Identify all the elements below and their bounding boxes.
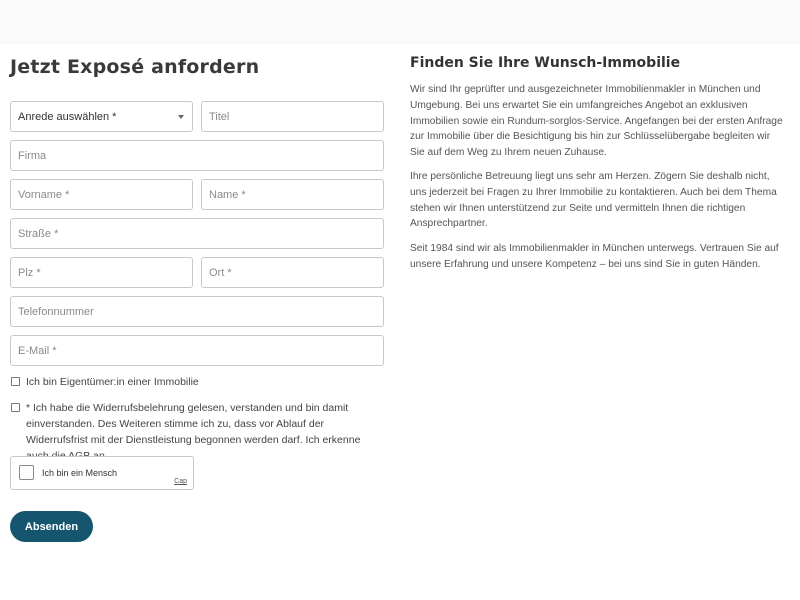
last-name-input[interactable] xyxy=(201,179,384,210)
side-title: Finden Sie Ihre Wunsch-Immobilie xyxy=(410,55,681,71)
phone-input[interactable] xyxy=(10,296,384,327)
history-paragraph: Seit 1984 sind wir als Immobilienmakler in München unterwegs. Vertrauen Sie auf unsere Erfahrung und unsere Kompetenz – bei uns sind Sie in guten Händen. xyxy=(410,243,779,270)
captcha-label: Ich bin ein Mensch xyxy=(42,468,118,478)
email-input-placeholder: E-Mail * xyxy=(18,344,57,357)
care-paragraph: Ihre persönliche Betreuung liegt uns sehr am Herzen. Zögern Sie deshalb nicht, uns jederzeit bei Fragen zu Ihrer Immobilie zu kontaktieren. Auch bei dem Thema stehen wir Ihnen unterstützend zur Seite und vermitteln Ihnen die richtigen Ansprechpartner. xyxy=(410,171,777,230)
first-name-input[interactable] xyxy=(10,179,193,210)
first-name-input-placeholder: Vorname * xyxy=(18,188,70,201)
city-input-placeholder: Ort * xyxy=(209,266,232,279)
owner-checkbox[interactable] xyxy=(11,377,20,386)
captcha-widget xyxy=(10,456,194,490)
consent-checkbox-label xyxy=(26,400,376,464)
zip-input[interactable] xyxy=(10,257,193,288)
form-title: Jetzt Exposé anfordern xyxy=(10,56,260,78)
salutation-select-value: Anrede auswählen * xyxy=(18,110,117,123)
consent-text: * Ich habe die Widerrufsbelehrung gelesen, verstanden und bin damit einverstanden. Des Weiteren stimme ich zu, dass vor Ablauf der Widerrufsfrist mit der Dienstleistung begonnen werden darf. Ich erkenne xyxy=(26,402,361,446)
consent-checkbox[interactable] xyxy=(11,403,20,412)
city-input[interactable] xyxy=(201,257,384,288)
title-input[interactable] xyxy=(201,101,384,132)
street-input-placeholder: Straße * xyxy=(18,227,59,240)
company-input[interactable] xyxy=(10,140,384,171)
zip-input-placeholder: Plz * xyxy=(18,266,41,279)
email-input[interactable] xyxy=(10,335,384,366)
last-name-input-placeholder: Name * xyxy=(209,188,246,201)
captcha-checkbox[interactable] xyxy=(19,465,34,480)
salutation-select[interactable] xyxy=(10,101,193,132)
captcha-brand-link[interactable]: Cap xyxy=(174,478,187,485)
owner-checkbox-label: Ich bin Eigentümer:in einer Immobilie xyxy=(26,376,199,388)
submit-button[interactable]: Absenden xyxy=(10,511,93,542)
chevron-down-icon xyxy=(178,115,184,119)
top-bar xyxy=(0,0,800,44)
title-input-placeholder: Titel xyxy=(209,110,230,123)
phone-input-placeholder: Telefonnummer xyxy=(18,305,94,318)
intro-paragraph: Wir sind Ihr geprüfter und ausgezeichneter Immobilienmakler in München und Umgebung. Bei uns erwartet Sie ein umfangreiches Angebot an exklusiven Immobilien sowie ein Rundum-sorglos-Service. Angefangen bei der ersten Anfrage zur Immobilie über die Besichtigung bis hin zur Schlüsselübergabe begleiten wir Sie auf dem Weg zu Ihrem neuen Zuhause. xyxy=(410,84,783,159)
street-input[interactable] xyxy=(10,218,384,249)
company-input-placeholder: Firma xyxy=(18,149,47,162)
